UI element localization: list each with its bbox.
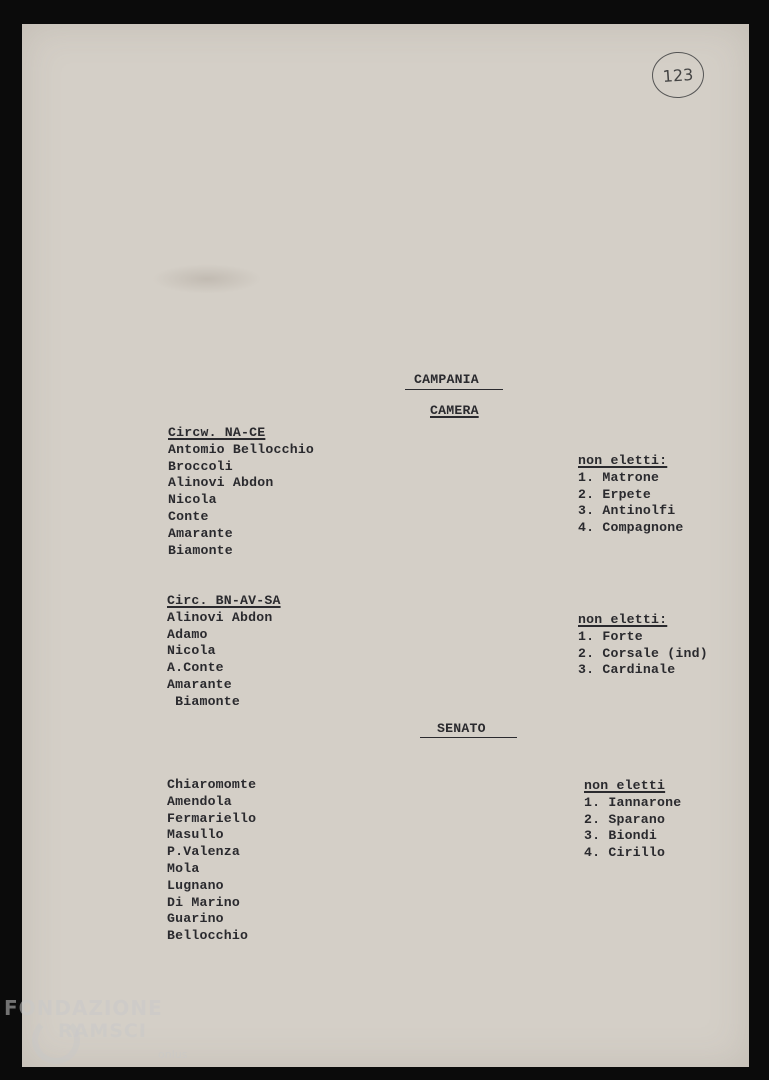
circ1-non-elected-heading: non eletti: (578, 453, 668, 468)
page-number-circle (650, 50, 705, 100)
circ2-non-elected-3: 3. Cardinale (578, 662, 676, 678)
senato-underline (420, 737, 517, 738)
senato-elected-1: Chiaromomte (167, 777, 257, 792)
circ1-elected-7: Biamonte (168, 542, 233, 558)
senato-elected-2: Amendola (167, 793, 232, 809)
circ1-elected-block (168, 425, 314, 559)
watermark-line2: RAMSCI (58, 1020, 147, 1042)
watermark-line1: FONDAZIONE (4, 996, 163, 1020)
circ1-elected-1: Antomio Bellocchio (168, 441, 315, 457)
circ2-elected-5: Amarante (167, 676, 232, 692)
senato-non-elected-1: 1. Iannarone (584, 794, 682, 810)
circ2-elected-6: Biamonte (167, 693, 241, 709)
circ2-elected-2: Adamo (167, 626, 208, 642)
paper-smudge (152, 264, 262, 294)
circ1-elected-4: Nicola (168, 492, 217, 508)
camera-heading: CAMERA (430, 403, 479, 418)
circ1-title: Circw. NA-CE (168, 425, 266, 440)
senato-non-elected-4: 4. Cirillo (584, 845, 666, 861)
circ2-elected-4: A.Conte (167, 660, 224, 676)
senato-non-elected-block (584, 778, 681, 862)
senato-non-elected-heading: non eletti (584, 778, 666, 793)
senato-elected-block (167, 777, 256, 945)
circ1-non-elected-block (578, 453, 683, 537)
circ1-elected-3: Alinovi Abdon (168, 475, 274, 491)
page-number: 123 (662, 64, 694, 86)
region-underline (405, 389, 503, 390)
senato-non-elected-3: 3. Biondi (584, 828, 658, 844)
document-page (22, 24, 749, 1067)
circ2-non-elected-1: 1. Forte (578, 628, 643, 644)
senato-elected-8: Di Marino (167, 894, 241, 910)
circ1-non-elected-3: 3. Antinolfi (578, 503, 676, 519)
senato-elected-9: Guarino (167, 911, 224, 927)
circ1-non-elected-2: 2. Erpete (578, 486, 652, 502)
circ2-title: Circ. BN-AV-SA (167, 593, 281, 608)
senato-elected-3: Fermariello (167, 810, 257, 826)
senato-elected-7: Lugnano (167, 877, 224, 893)
fondazione-gramsci-watermark (4, 996, 194, 1076)
circ1-elected-2: Broccoli (168, 458, 233, 474)
circ2-elected-block (167, 593, 281, 711)
senato-elected-4: Masullo (167, 827, 224, 843)
circ1-elected-6: Amarante (168, 525, 233, 541)
circ2-non-elected-2: 2. Corsale (ind) (578, 645, 708, 661)
senato-elected-10: Bellocchio (167, 928, 249, 944)
senato-non-elected-2: 2. Sparano (584, 811, 666, 827)
circ1-non-elected-4: 4. Compagnone (578, 520, 684, 536)
senato-elected-6: Mola (167, 860, 200, 876)
watermark-onlus: onlus (158, 1048, 188, 1061)
circ1-elected-5: Conte (168, 508, 209, 524)
circ2-elected-1: Alinovi Abdon (167, 609, 273, 625)
circ2-non-elected-block (578, 612, 708, 679)
region-heading: CAMPANIA (414, 372, 479, 387)
senato-heading: SENATO (437, 721, 486, 736)
senato-elected-5: P.Valenza (167, 844, 241, 860)
circ2-non-elected-heading: non eletti: (578, 612, 668, 627)
circ1-non-elected-1: 1. Matrone (578, 469, 660, 485)
circ2-elected-3: Nicola (167, 643, 216, 659)
